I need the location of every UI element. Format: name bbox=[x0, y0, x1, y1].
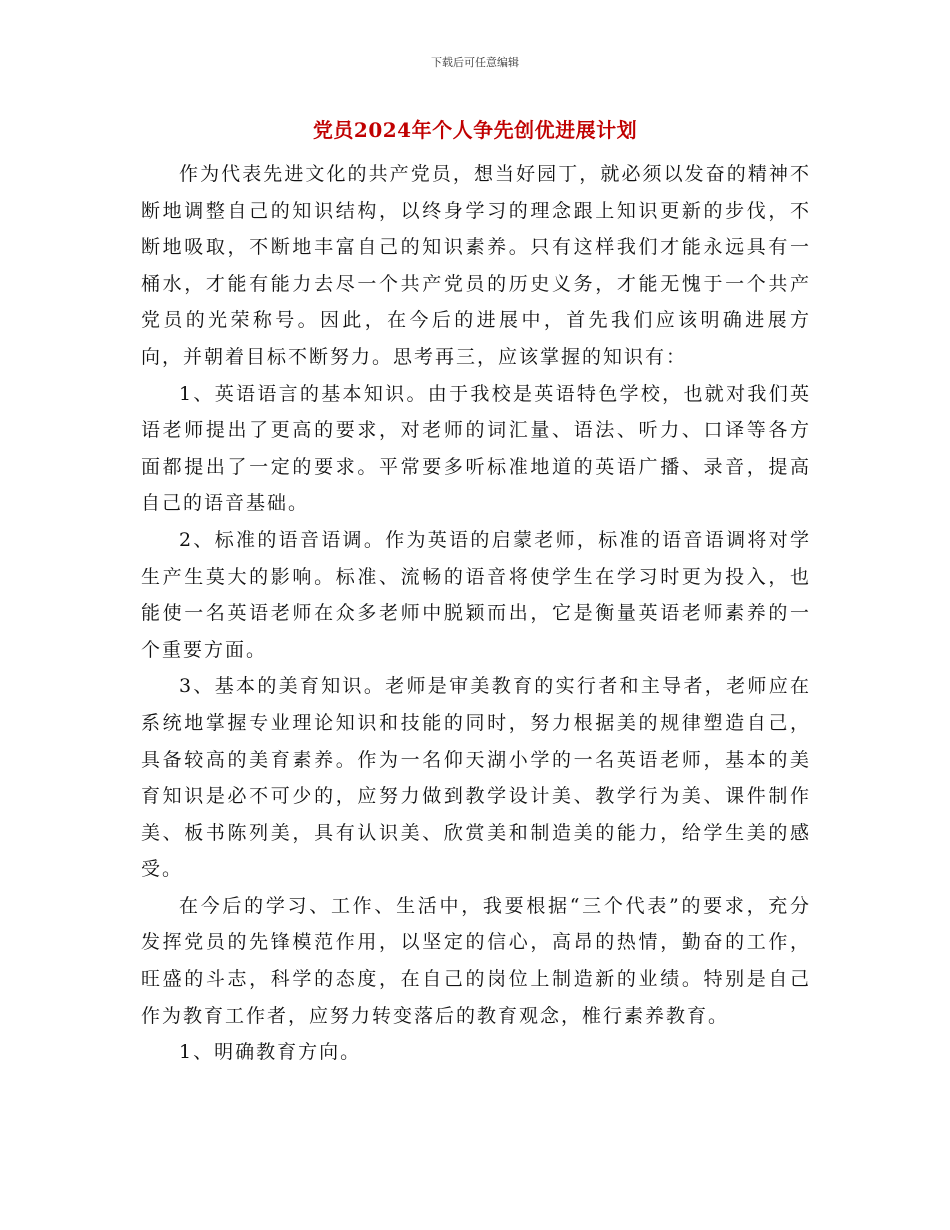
paragraph-education-direction: 1、明确教育方向。 bbox=[179, 1041, 362, 1064]
document-title: 党员2024年个人争先创优进展计划 bbox=[312, 118, 638, 142]
paragraph-future-work: 在今后的学习、工作、生活中，我要根据“三个代表”的要求，充分发挥党员的先锋模范作用，以坚定的信心，高昂的热情，勤奋的工作，旺盛的斗志，科学的态度，在自己的岗位上制造新的业绩。特别是自己作为教育工作者，应努力转变落后的教育观念，椎行素养教育。 bbox=[141, 894, 811, 1027]
page-header-note: 下载后可任意编辑 bbox=[431, 56, 519, 69]
paragraph-intro: 作为代表先进文化的共产党员，想当好园丁，就必须以发奋的精神不断地调整自己的知识结构，以终身学习的理念跟上知识更新的步伐，不断地吸取，不断地丰富自己的知识素养。只有这样我们才能永远具有一桶水，才能有能力去尽一个共产党员的历史义务，才能无愧于一个共产党员的光荣称号。因此，在今后的进展中，首先我们应该明确进展方向，并朝着目标不断努力。思考再三，应该掌握的知识有： bbox=[141, 163, 811, 368]
document-body bbox=[141, 156, 811, 1071]
paragraph-english-knowledge: 1、英语语言的基本知识。由于我校是英语特色学校，也就对我们英语老师提出了更高的要求，对老师的词汇量、语法、听力、口译等各方面都提出了一定的要求。平常要多听标准地道的英语广播、录音，提高自己的语音基础。 bbox=[141, 382, 811, 515]
paragraph-aesthetic-education: 3、基本的美育知识。老师是审美教育的实行者和主导者，老师应在系统地掌握专业理论知识和技能的同时，努力根据美的规律塑造自己，具备较高的美育素养。作为一名仰天湖小学的一名英语老师，基本的美育知识是必不可少的，应努力做到教学设计美、教学行为美、课件制作美、板书陈列美，具有认识美、欣赏美和制造美的能力，给学生美的感受。 bbox=[141, 675, 811, 881]
paragraph-pronunciation: 2、标准的语音语调。作为英语的启蒙老师，标准的语音语调将对学生产生莫大的影响。标准、流畅的语音将使学生在学习时更为投入，也能使一名英语老师在众多老师中脱颖而出，它是衡量英语老师素养的一个重要方面。 bbox=[141, 528, 811, 661]
